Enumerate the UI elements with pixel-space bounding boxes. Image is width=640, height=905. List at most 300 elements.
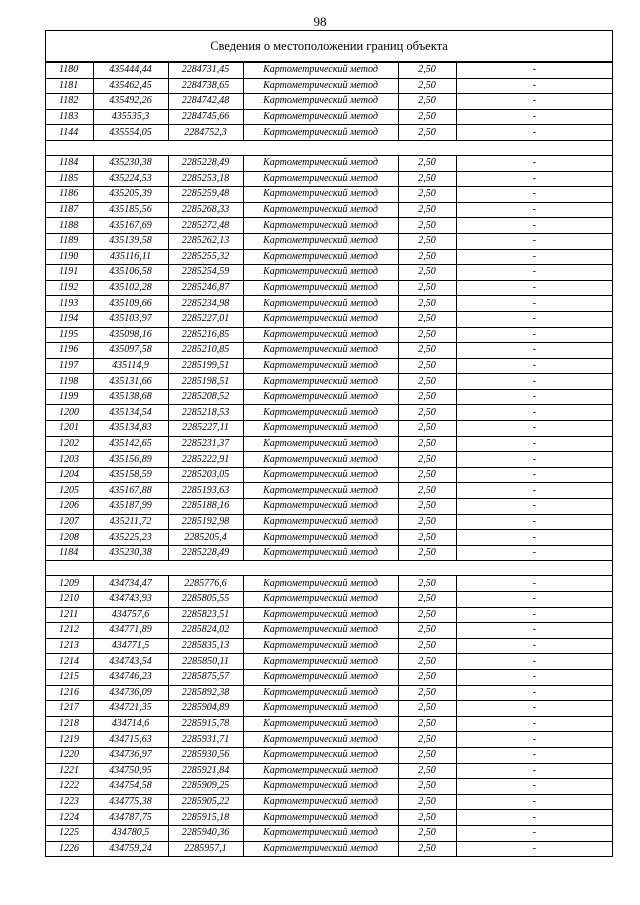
description-cell: -	[456, 311, 612, 327]
group-separator-cell	[46, 140, 612, 155]
description-cell: -	[456, 530, 612, 546]
y-coordinate-cell: 2285259,48	[168, 187, 243, 203]
table-row	[46, 763, 612, 779]
page-number: 98	[313, 14, 327, 29]
accuracy-cell: 2,50	[398, 716, 456, 732]
method-cell: Картометрический метод	[243, 358, 398, 374]
description-cell: -	[456, 701, 612, 717]
description-cell: -	[456, 841, 612, 857]
point-number-cell: 1201	[46, 421, 93, 437]
accuracy-cell: 2,50	[398, 374, 456, 390]
point-number-cell: 1207	[46, 514, 93, 530]
point-number-cell: 1195	[46, 327, 93, 343]
method-cell: Картометрический метод	[243, 405, 398, 421]
description-cell: -	[456, 187, 612, 203]
method-cell: Картометрический метод	[243, 94, 398, 110]
x-coordinate-cell: 435134,54	[93, 405, 168, 421]
boundary-coordinates-table	[46, 62, 612, 857]
accuracy-cell: 2,50	[398, 202, 456, 218]
table-row	[46, 716, 612, 732]
description-cell: -	[456, 779, 612, 795]
table-row	[46, 810, 612, 826]
x-coordinate-cell: 434771,5	[93, 638, 168, 654]
x-coordinate-cell: 434787,75	[93, 810, 168, 826]
method-cell: Картометрический метод	[243, 280, 398, 296]
accuracy-cell: 2,50	[398, 810, 456, 826]
point-number-cell: 1188	[46, 218, 93, 234]
method-cell: Картометрический метод	[243, 825, 398, 841]
table-row	[46, 669, 612, 685]
method-cell: Картометрический метод	[243, 327, 398, 343]
point-number-cell: 1220	[46, 747, 93, 763]
table-row	[46, 358, 612, 374]
description-cell: -	[456, 452, 612, 468]
table-row	[46, 825, 612, 841]
table-row	[46, 794, 612, 810]
description-cell: -	[456, 685, 612, 701]
description-cell: -	[456, 483, 612, 499]
y-coordinate-cell: 2285930,56	[168, 747, 243, 763]
accuracy-cell: 2,50	[398, 467, 456, 483]
y-coordinate-cell: 2285228,49	[168, 155, 243, 171]
table-row	[46, 311, 612, 327]
y-coordinate-cell: 2285231,37	[168, 436, 243, 452]
x-coordinate-cell: 434771,89	[93, 623, 168, 639]
accuracy-cell: 2,50	[398, 94, 456, 110]
table-row	[46, 685, 612, 701]
x-coordinate-cell: 435224,53	[93, 171, 168, 187]
point-number-cell: 1196	[46, 343, 93, 359]
x-coordinate-cell: 435205,39	[93, 187, 168, 203]
y-coordinate-cell: 2284752,3	[168, 125, 243, 141]
accuracy-cell: 2,50	[398, 638, 456, 654]
accuracy-cell: 2,50	[398, 421, 456, 437]
method-cell: Картометрический метод	[243, 514, 398, 530]
table-row	[46, 530, 612, 546]
x-coordinate-cell: 435139,58	[93, 233, 168, 249]
table-row	[46, 576, 612, 592]
table-row	[46, 155, 612, 171]
y-coordinate-cell: 2285262,13	[168, 233, 243, 249]
point-number-cell: 1200	[46, 405, 93, 421]
table-title: Сведения о местоположении границ объекта	[46, 31, 612, 62]
y-coordinate-cell: 2285915,18	[168, 810, 243, 826]
accuracy-cell: 2,50	[398, 358, 456, 374]
method-cell: Картометрический метод	[243, 669, 398, 685]
table-row	[46, 218, 612, 234]
table-row	[46, 187, 612, 203]
accuracy-cell: 2,50	[398, 747, 456, 763]
point-number-cell: 1209	[46, 576, 93, 592]
table-row	[46, 389, 612, 405]
accuracy-cell: 2,50	[398, 218, 456, 234]
description-cell: -	[456, 296, 612, 312]
accuracy-cell: 2,50	[398, 249, 456, 265]
method-cell: Картометрический метод	[243, 499, 398, 515]
point-number-cell: 1187	[46, 202, 93, 218]
x-coordinate-cell: 435156,89	[93, 452, 168, 468]
group-separator-row	[46, 561, 612, 576]
x-coordinate-cell: 434721,35	[93, 701, 168, 717]
y-coordinate-cell: 2285824,02	[168, 623, 243, 639]
description-cell: -	[456, 233, 612, 249]
accuracy-cell: 2,50	[398, 514, 456, 530]
x-coordinate-cell: 435492,26	[93, 94, 168, 110]
x-coordinate-cell: 435211,72	[93, 514, 168, 530]
method-cell: Картометрический метод	[243, 78, 398, 94]
description-cell: -	[456, 763, 612, 779]
method-cell: Картометрический метод	[243, 545, 398, 561]
accuracy-cell: 2,50	[398, 343, 456, 359]
accuracy-cell: 2,50	[398, 311, 456, 327]
x-coordinate-cell: 435462,45	[93, 78, 168, 94]
boundary-table-sheet	[45, 30, 613, 857]
y-coordinate-cell: 2285222,91	[168, 452, 243, 468]
accuracy-cell: 2,50	[398, 483, 456, 499]
table-row	[46, 249, 612, 265]
y-coordinate-cell: 2285904,89	[168, 701, 243, 717]
accuracy-cell: 2,50	[398, 545, 456, 561]
accuracy-cell: 2,50	[398, 794, 456, 810]
method-cell: Картометрический метод	[243, 794, 398, 810]
description-cell: -	[456, 716, 612, 732]
table-row	[46, 171, 612, 187]
method-cell: Картометрический метод	[243, 421, 398, 437]
table-row	[46, 483, 612, 499]
point-number-cell: 1192	[46, 280, 93, 296]
x-coordinate-cell: 435103,97	[93, 311, 168, 327]
description-cell: -	[456, 638, 612, 654]
x-coordinate-cell: 434746,23	[93, 669, 168, 685]
x-coordinate-cell: 435098,16	[93, 327, 168, 343]
y-coordinate-cell: 2285253,18	[168, 171, 243, 187]
point-number-cell: 1214	[46, 654, 93, 670]
method-cell: Картометрический метод	[243, 592, 398, 608]
y-coordinate-cell: 2285931,71	[168, 732, 243, 748]
y-coordinate-cell: 2285227,11	[168, 421, 243, 437]
description-cell: -	[456, 218, 612, 234]
method-cell: Картометрический метод	[243, 763, 398, 779]
table-row	[46, 452, 612, 468]
accuracy-cell: 2,50	[398, 685, 456, 701]
accuracy-cell: 2,50	[398, 592, 456, 608]
x-coordinate-cell: 435230,38	[93, 155, 168, 171]
method-cell: Картометрический метод	[243, 530, 398, 546]
description-cell: -	[456, 249, 612, 265]
x-coordinate-cell: 435185,56	[93, 202, 168, 218]
table-row	[46, 654, 612, 670]
description-cell: -	[456, 747, 612, 763]
y-coordinate-cell: 2285208,52	[168, 389, 243, 405]
description-cell: -	[456, 389, 612, 405]
point-number-cell: 1181	[46, 78, 93, 94]
point-number-cell: 1223	[46, 794, 93, 810]
description-cell: -	[456, 623, 612, 639]
table-row	[46, 779, 612, 795]
accuracy-cell: 2,50	[398, 654, 456, 670]
y-coordinate-cell: 2285921,84	[168, 763, 243, 779]
accuracy-cell: 2,50	[398, 732, 456, 748]
description-cell: -	[456, 545, 612, 561]
table-row	[46, 280, 612, 296]
method-cell: Картометрический метод	[243, 576, 398, 592]
description-cell: -	[456, 109, 612, 125]
x-coordinate-cell: 434780,5	[93, 825, 168, 841]
point-number-cell: 1211	[46, 607, 93, 623]
y-coordinate-cell: 2285193,63	[168, 483, 243, 499]
point-number-cell: 1217	[46, 701, 93, 717]
description-cell: -	[456, 171, 612, 187]
x-coordinate-cell: 435134,83	[93, 421, 168, 437]
table-row	[46, 514, 612, 530]
x-coordinate-cell: 434715,63	[93, 732, 168, 748]
method-cell: Картометрический метод	[243, 623, 398, 639]
point-number-cell: 1210	[46, 592, 93, 608]
y-coordinate-cell: 2285216,85	[168, 327, 243, 343]
method-cell: Картометрический метод	[243, 841, 398, 857]
x-coordinate-cell: 434714,6	[93, 716, 168, 732]
x-coordinate-cell: 435116,11	[93, 249, 168, 265]
method-cell: Картометрический метод	[243, 296, 398, 312]
y-coordinate-cell: 2284731,45	[168, 63, 243, 79]
x-coordinate-cell: 434754,58	[93, 779, 168, 795]
method-cell: Картометрический метод	[243, 701, 398, 717]
description-cell: -	[456, 607, 612, 623]
x-coordinate-cell: 435097,58	[93, 343, 168, 359]
method-cell: Картометрический метод	[243, 436, 398, 452]
description-cell: -	[456, 327, 612, 343]
point-number-cell: 1212	[46, 623, 93, 639]
description-cell: -	[456, 94, 612, 110]
accuracy-cell: 2,50	[398, 763, 456, 779]
table-row	[46, 374, 612, 390]
accuracy-cell: 2,50	[398, 265, 456, 281]
y-coordinate-cell: 2285246,87	[168, 280, 243, 296]
description-cell: -	[456, 125, 612, 141]
description-cell: -	[456, 358, 612, 374]
description-cell: -	[456, 421, 612, 437]
method-cell: Картометрический метод	[243, 249, 398, 265]
x-coordinate-cell: 434757,6	[93, 607, 168, 623]
x-coordinate-cell: 434759,24	[93, 841, 168, 857]
description-cell: -	[456, 514, 612, 530]
x-coordinate-cell: 435535,3	[93, 109, 168, 125]
x-coordinate-cell: 434736,97	[93, 747, 168, 763]
method-cell: Картометрический метод	[243, 311, 398, 327]
y-coordinate-cell: 2285823,51	[168, 607, 243, 623]
table-body	[46, 63, 612, 857]
x-coordinate-cell: 435109,66	[93, 296, 168, 312]
method-cell: Картометрический метод	[243, 685, 398, 701]
point-number-cell: 1191	[46, 265, 93, 281]
method-cell: Картометрический метод	[243, 654, 398, 670]
point-number-cell: 1206	[46, 499, 93, 515]
x-coordinate-cell: 435131,66	[93, 374, 168, 390]
description-cell: -	[456, 669, 612, 685]
accuracy-cell: 2,50	[398, 841, 456, 857]
point-number-cell: 1198	[46, 374, 93, 390]
accuracy-cell: 2,50	[398, 701, 456, 717]
description-cell: -	[456, 374, 612, 390]
accuracy-cell: 2,50	[398, 779, 456, 795]
y-coordinate-cell: 2284742,48	[168, 94, 243, 110]
point-number-cell: 1215	[46, 669, 93, 685]
table-row	[46, 747, 612, 763]
x-coordinate-cell: 435230,38	[93, 545, 168, 561]
accuracy-cell: 2,50	[398, 155, 456, 171]
x-coordinate-cell: 435102,28	[93, 280, 168, 296]
point-number-cell: 1226	[46, 841, 93, 857]
y-coordinate-cell: 2285776,6	[168, 576, 243, 592]
x-coordinate-cell: 435444,44	[93, 63, 168, 79]
x-coordinate-cell: 434734,47	[93, 576, 168, 592]
y-coordinate-cell: 2285957,1	[168, 841, 243, 857]
y-coordinate-cell: 2285892,38	[168, 685, 243, 701]
accuracy-cell: 2,50	[398, 63, 456, 79]
point-number-cell: 1213	[46, 638, 93, 654]
description-cell: -	[456, 155, 612, 171]
method-cell: Картометрический метод	[243, 374, 398, 390]
method-cell: Картометрический метод	[243, 732, 398, 748]
x-coordinate-cell: 435142,65	[93, 436, 168, 452]
x-coordinate-cell: 434750,95	[93, 763, 168, 779]
accuracy-cell: 2,50	[398, 187, 456, 203]
point-number-cell: 1219	[46, 732, 93, 748]
accuracy-cell: 2,50	[398, 233, 456, 249]
description-cell: -	[456, 63, 612, 79]
accuracy-cell: 2,50	[398, 109, 456, 125]
method-cell: Картометрический метод	[243, 202, 398, 218]
table-row	[46, 233, 612, 249]
y-coordinate-cell: 2285199,51	[168, 358, 243, 374]
table-row	[46, 732, 612, 748]
table-row	[46, 467, 612, 483]
table-row	[46, 94, 612, 110]
description-cell: -	[456, 499, 612, 515]
method-cell: Картометрический метод	[243, 233, 398, 249]
point-number-cell: 1208	[46, 530, 93, 546]
group-separator-cell	[46, 561, 612, 576]
table-row	[46, 125, 612, 141]
accuracy-cell: 2,50	[398, 452, 456, 468]
table-row	[46, 109, 612, 125]
method-cell: Картометрический метод	[243, 171, 398, 187]
method-cell: Картометрический метод	[243, 483, 398, 499]
accuracy-cell: 2,50	[398, 436, 456, 452]
point-number-cell: 1224	[46, 810, 93, 826]
y-coordinate-cell: 2285850,11	[168, 654, 243, 670]
table-row	[46, 202, 612, 218]
x-coordinate-cell: 435187,99	[93, 499, 168, 515]
point-number-cell: 1203	[46, 452, 93, 468]
point-number-cell: 1186	[46, 187, 93, 203]
method-cell: Картометрический метод	[243, 467, 398, 483]
table-row	[46, 436, 612, 452]
point-number-cell: 1199	[46, 389, 93, 405]
description-cell: -	[456, 810, 612, 826]
accuracy-cell: 2,50	[398, 125, 456, 141]
x-coordinate-cell: 434743,54	[93, 654, 168, 670]
y-coordinate-cell: 2285805,55	[168, 592, 243, 608]
table-row	[46, 296, 612, 312]
table-row	[46, 841, 612, 857]
table-row	[46, 638, 612, 654]
accuracy-cell: 2,50	[398, 669, 456, 685]
description-cell: -	[456, 825, 612, 841]
description-cell: -	[456, 794, 612, 810]
x-coordinate-cell: 435158,59	[93, 467, 168, 483]
table-row	[46, 405, 612, 421]
point-number-cell: 1216	[46, 685, 93, 701]
y-coordinate-cell: 2285940,36	[168, 825, 243, 841]
accuracy-cell: 2,50	[398, 296, 456, 312]
y-coordinate-cell: 2285234,98	[168, 296, 243, 312]
method-cell: Картометрический метод	[243, 607, 398, 623]
description-cell: -	[456, 280, 612, 296]
table-row	[46, 592, 612, 608]
method-cell: Картометрический метод	[243, 389, 398, 405]
accuracy-cell: 2,50	[398, 280, 456, 296]
y-coordinate-cell: 2285905,22	[168, 794, 243, 810]
point-number-cell: 1193	[46, 296, 93, 312]
x-coordinate-cell: 435114,9	[93, 358, 168, 374]
method-cell: Картометрический метод	[243, 155, 398, 171]
point-number-cell: 1190	[46, 249, 93, 265]
accuracy-cell: 2,50	[398, 607, 456, 623]
y-coordinate-cell: 2285205,4	[168, 530, 243, 546]
point-number-cell: 1204	[46, 467, 93, 483]
x-coordinate-cell: 435167,88	[93, 483, 168, 499]
point-number-cell: 1194	[46, 311, 93, 327]
group-separator-row	[46, 140, 612, 155]
method-cell: Картометрический метод	[243, 343, 398, 359]
point-number-cell: 1183	[46, 109, 93, 125]
y-coordinate-cell: 2285255,32	[168, 249, 243, 265]
point-number-cell: 1221	[46, 763, 93, 779]
description-cell: -	[456, 467, 612, 483]
x-coordinate-cell: 435106,58	[93, 265, 168, 281]
y-coordinate-cell: 2285210,85	[168, 343, 243, 359]
accuracy-cell: 2,50	[398, 499, 456, 515]
method-cell: Картометрический метод	[243, 125, 398, 141]
point-number-cell: 1184	[46, 545, 93, 561]
method-cell: Картометрический метод	[243, 187, 398, 203]
description-cell: -	[456, 436, 612, 452]
accuracy-cell: 2,50	[398, 78, 456, 94]
accuracy-cell: 2,50	[398, 171, 456, 187]
y-coordinate-cell: 2284738,65	[168, 78, 243, 94]
table-row	[46, 701, 612, 717]
y-coordinate-cell: 2285192,98	[168, 514, 243, 530]
y-coordinate-cell: 2285218,53	[168, 405, 243, 421]
point-number-cell: 1189	[46, 233, 93, 249]
x-coordinate-cell: 435554,05	[93, 125, 168, 141]
point-number-cell: 1182	[46, 94, 93, 110]
y-coordinate-cell: 2285268,33	[168, 202, 243, 218]
x-coordinate-cell: 434775,38	[93, 794, 168, 810]
point-number-cell: 1185	[46, 171, 93, 187]
accuracy-cell: 2,50	[398, 576, 456, 592]
description-cell: -	[456, 405, 612, 421]
table-row	[46, 265, 612, 281]
y-coordinate-cell: 2285835,13	[168, 638, 243, 654]
y-coordinate-cell: 2285915,78	[168, 716, 243, 732]
method-cell: Картометрический метод	[243, 218, 398, 234]
description-cell: -	[456, 265, 612, 281]
y-coordinate-cell: 2285228,49	[168, 545, 243, 561]
accuracy-cell: 2,50	[398, 327, 456, 343]
y-coordinate-cell: 2285188,16	[168, 499, 243, 515]
